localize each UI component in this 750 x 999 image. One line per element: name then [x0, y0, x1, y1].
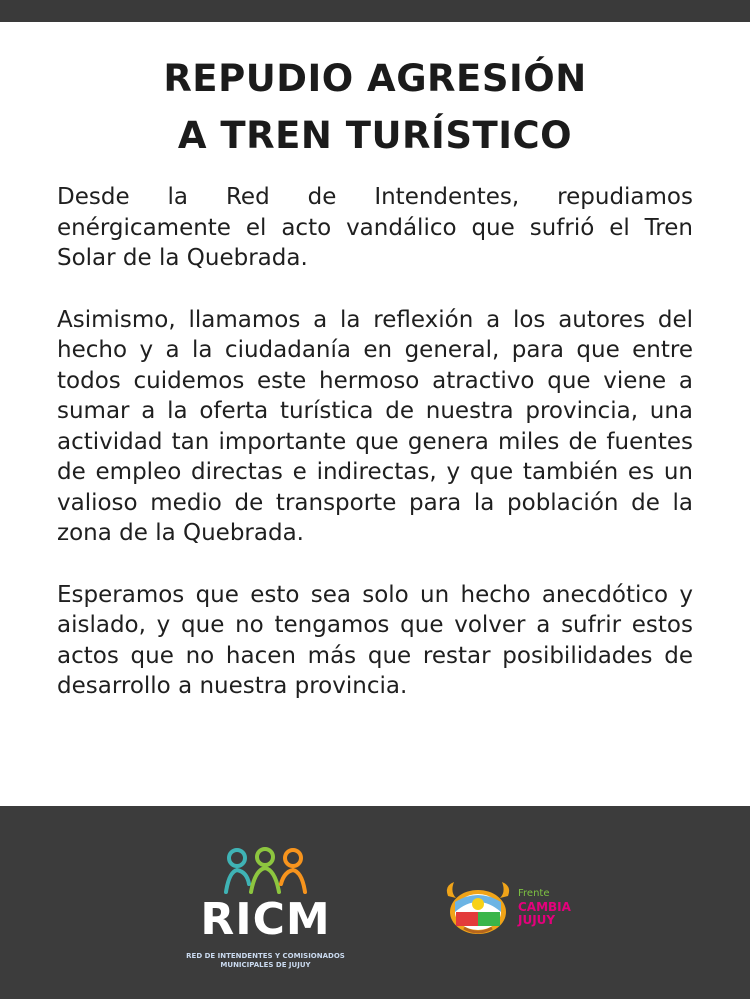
ricm-subtitle	[178, 952, 353, 970]
ricm-name: RICM	[200, 894, 331, 945]
jujuy-emblem-icon	[442, 878, 514, 936]
ricm-subtitle-line-1: RED DE INTENDENTES Y COMISIONADOS	[186, 952, 345, 960]
ricm-logo	[178, 846, 353, 976]
title-line-1: REPUDIO AGRESIÓN	[163, 57, 587, 100]
people-icon	[223, 846, 308, 896]
frente-cambia-jujuy-logo	[442, 878, 582, 938]
paragraph-2: Asimismo, llamamos a la reflexión a los autores del hecho y a la ciudadanía en general, para que entre todos cuidemos este hermoso atractivo que viene a sumar a la oferta turística de nuestra provincia, una actividad tan importante que genera miles de fuentes de empleo directas e indirectas, y que también es un valioso medio de transporte para la población de la zona de la Quebrada.	[57, 306, 693, 546]
footer	[0, 806, 750, 999]
top-bar	[0, 0, 750, 22]
paragraph-1: Desde la Red de Intendentes, repudiamos enérgicamente el acto vandálico que sufrió el Tren Solar de la Quebrada.	[57, 184, 693, 271]
cambia-word: CAMBIA	[518, 900, 571, 914]
statement-body	[57, 182, 693, 733]
title-line-2: A TREN TURÍSTICO	[177, 114, 573, 157]
page-title	[0, 50, 750, 164]
ricm-subtitle-line-2: MUNICIPALES DE JUJUY	[220, 961, 311, 969]
jujuy-word: JUJUY	[518, 913, 556, 927]
paragraph-3: Esperamos que esto sea solo un hecho anecdótico y aislado, y que no tengamos que volver a sufrir estos actos que no hacen más que restar posibilidades de desarrollo a nuestra provincia.	[57, 581, 693, 699]
frente-word: Frente	[518, 888, 550, 899]
